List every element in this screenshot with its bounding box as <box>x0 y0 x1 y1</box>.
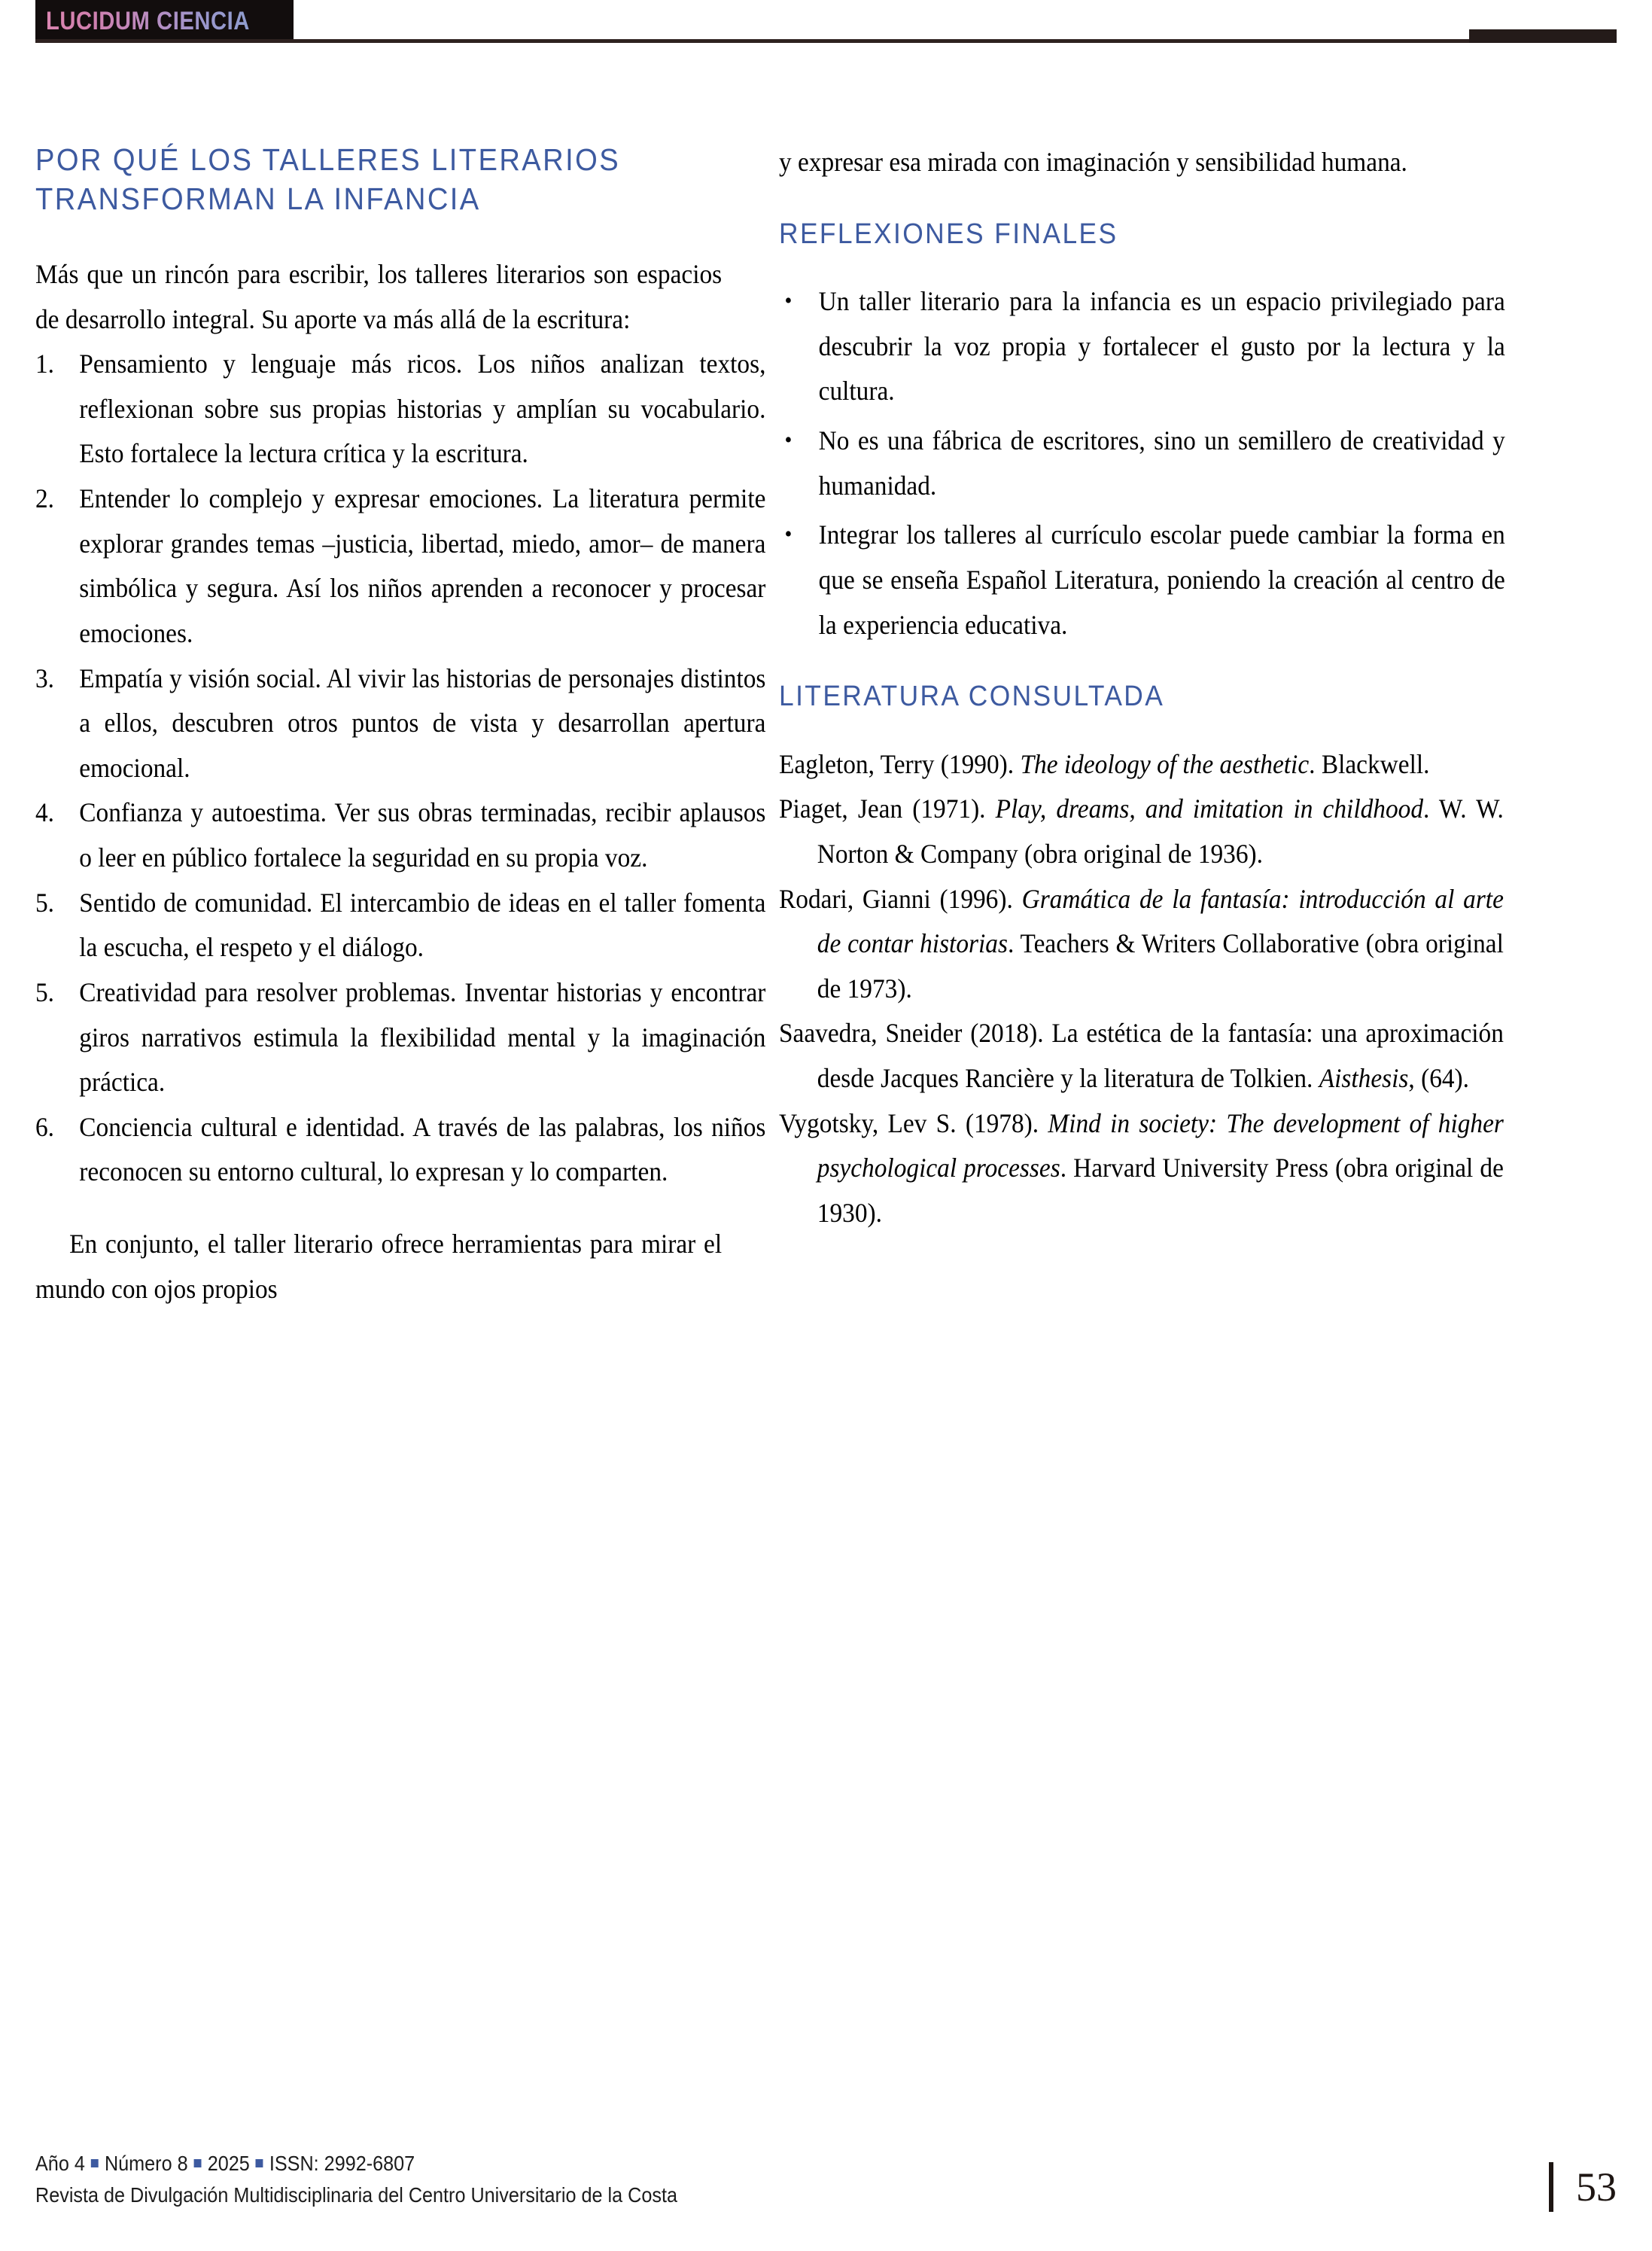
list-item-text: Sentido de comunidad. El intercambio de ideas en el taller fomenta la escucha, el respeto y el diálogo. <box>79 887 766 963</box>
separator-square-icon <box>91 2159 99 2167</box>
list-item-number: 1. <box>35 349 55 379</box>
masthead-right-block <box>1469 29 1617 43</box>
list-item-text: Empatía y visión social. Al vivir las historias de personajes distintos a ellos, descubren otros puntos de vista y desarrollan apertura emocional. <box>79 663 766 783</box>
bullet-icon: • <box>784 288 793 314</box>
reference-text: , (64). <box>1408 1063 1470 1093</box>
list-item-text: Un taller literario para la infancia es un espacio privilegiado para descubrir la voz propia y fortalecer el gusto por la lectura y la cultura. <box>818 286 1505 407</box>
list-item-number: 5. <box>35 887 55 918</box>
reference-title-italic: Mind in society: The development of higher psychological processes <box>817 1107 1504 1183</box>
list-item <box>35 477 765 656</box>
footer-issn: ISSN: 2992-6807 <box>269 2151 415 2175</box>
reference-title-italic: Gramática de la fantasía: introducción al arte de contar historias <box>817 883 1504 959</box>
list-item-text: Conciencia cultural e identidad. A través de las palabras, los niños reconocen su entorno cultural, lo expresan y lo comparten. <box>79 1111 766 1187</box>
section-title-literatura: LITERATURA CONSULTADA <box>779 681 1165 713</box>
reference-text: Saavedra, Sneider (2018). La estética de la fantasía: una aproximación desde Jacques Rancière y la literatura de Tolkien. <box>779 1018 1504 1093</box>
reference-text: Rodari, Gianni (1996). <box>779 883 1022 914</box>
page-number: 53 <box>1576 2164 1617 2210</box>
list-item-number: 2. <box>35 483 55 514</box>
masthead-horizontal-rule <box>35 39 1617 43</box>
reference-text: . W. W. Norton & Company (obra original de 1936). <box>817 793 1504 869</box>
page-title: POR QUÉ LOS TALLERES LITERARIOS TRANSFORMAN LA INFANCIA <box>35 142 621 217</box>
bullet-icon: • <box>784 522 793 547</box>
list-item <box>779 279 1505 414</box>
column-right <box>779 140 1505 1311</box>
list-item-text: Confianza y autoestima. Ver sus obras terminadas, recibir aplausos o leer en público fortalece la seguridad en su propia voz. <box>79 797 766 873</box>
footer-publication-year: 2025 <box>207 2151 250 2175</box>
masthead-logo-box <box>35 0 294 41</box>
reference-entry <box>779 742 1504 787</box>
reference-text: Vygotsky, Lev S. (1978). <box>779 1107 1048 1138</box>
reference-entry <box>779 1101 1504 1236</box>
reference-entry <box>779 877 1504 1012</box>
reference-title-italic: Aisthesis <box>1319 1063 1409 1093</box>
page-number-rule <box>1549 2162 1553 2212</box>
list-item-text: Entender lo complejo y expresar emociones. La literatura permite explorar grandes temas –justicia, libertad, miedo, amor– de manera simbólica y segura. Así los niños aprenden a reconocer y procesar emociones. <box>79 483 766 648</box>
list-item <box>35 970 765 1105</box>
list-item-text: Creatividad para resolver problemas. Inventar historias y encontrar giros narrativos estimula la flexibilidad mental y la imaginación práctica. <box>79 976 766 1098</box>
references-list <box>779 742 1504 1236</box>
reference-text: . Teachers & Writers Collaborative (obra original de 1973). <box>817 928 1504 1004</box>
list-item-number: 3. <box>35 663 55 693</box>
footer-page-area <box>1549 2162 1617 2212</box>
benefits-numbered-list <box>35 342 766 1195</box>
intro-paragraph: Más que un rincón para escribir, los talleres literarios son espacios de desarrollo integral. Su aporte va más allá de la escritura: <box>35 258 723 334</box>
reference-title-italic: Play, dreams, and imitation in childhood <box>995 793 1424 824</box>
footer-issue: Número 8 <box>104 2151 188 2175</box>
footer-imprint <box>35 2148 677 2212</box>
reference-text: . Harvard University Press (obra original de 1930). <box>817 1153 1504 1228</box>
closing-paragraph-left: En conjunto, el taller literario ofrece herramientas para mirar el mundo con ojos propios <box>35 1229 723 1304</box>
page-content <box>35 140 1617 1311</box>
column-left <box>35 140 766 1311</box>
separator-square-icon <box>194 2159 202 2167</box>
masthead <box>0 0 1652 53</box>
reference-text: Eagleton, Terry (1990). <box>779 748 1021 779</box>
list-item <box>779 419 1505 508</box>
list-item-number: 4. <box>35 797 55 828</box>
reference-entry <box>779 787 1504 876</box>
list-item-text: No es una fábrica de escritores, sino un semillero de creatividad y humanidad. <box>818 425 1505 501</box>
list-item <box>35 790 765 880</box>
closing-paragraph-right: y expresar esa mirada con imaginación y sensibilidad humana. <box>779 147 1407 177</box>
reference-text: . Blackwell. <box>1309 748 1430 779</box>
separator-square-icon <box>256 2159 263 2167</box>
reference-text: Piaget, Jean (1971). <box>779 793 996 824</box>
list-item <box>35 342 765 477</box>
bullet-icon: • <box>784 428 793 452</box>
footer-year: Año 4 <box>35 2151 85 2175</box>
list-item-text: Pensamiento y lenguaje más ricos. Los niños analizan textos, reflexionan sobre sus propias historias y amplían su vocabulario. Esto fortalece la lectura crítica y la escritura. <box>79 349 766 469</box>
list-item <box>35 1105 765 1195</box>
section-title-reflexiones: REFLEXIONES FINALES <box>779 218 1118 250</box>
masthead-title: LUCIDUM CIENCIA <box>46 6 250 35</box>
page-footer <box>35 2148 1617 2212</box>
list-item-number: 5. <box>35 976 55 1007</box>
reflections-bullet-list <box>779 279 1505 647</box>
list-item <box>35 656 765 791</box>
footer-journal-line: Revista de Divulgación Multidisciplinaria del Centro Universitario de la Costa <box>35 2183 677 2207</box>
reference-entry <box>779 1011 1504 1101</box>
list-item <box>779 513 1505 647</box>
list-item-text: Integrar los talleres al currículo escolar puede cambiar la forma en que se enseña Español Literatura, poniendo la creación al centro de la experiencia educativa. <box>818 519 1505 640</box>
footer-issue-line <box>35 2148 677 2180</box>
list-item <box>35 881 765 970</box>
list-item-number: 6. <box>35 1111 55 1142</box>
reference-title-italic: The ideology of the aesthetic <box>1020 748 1310 779</box>
